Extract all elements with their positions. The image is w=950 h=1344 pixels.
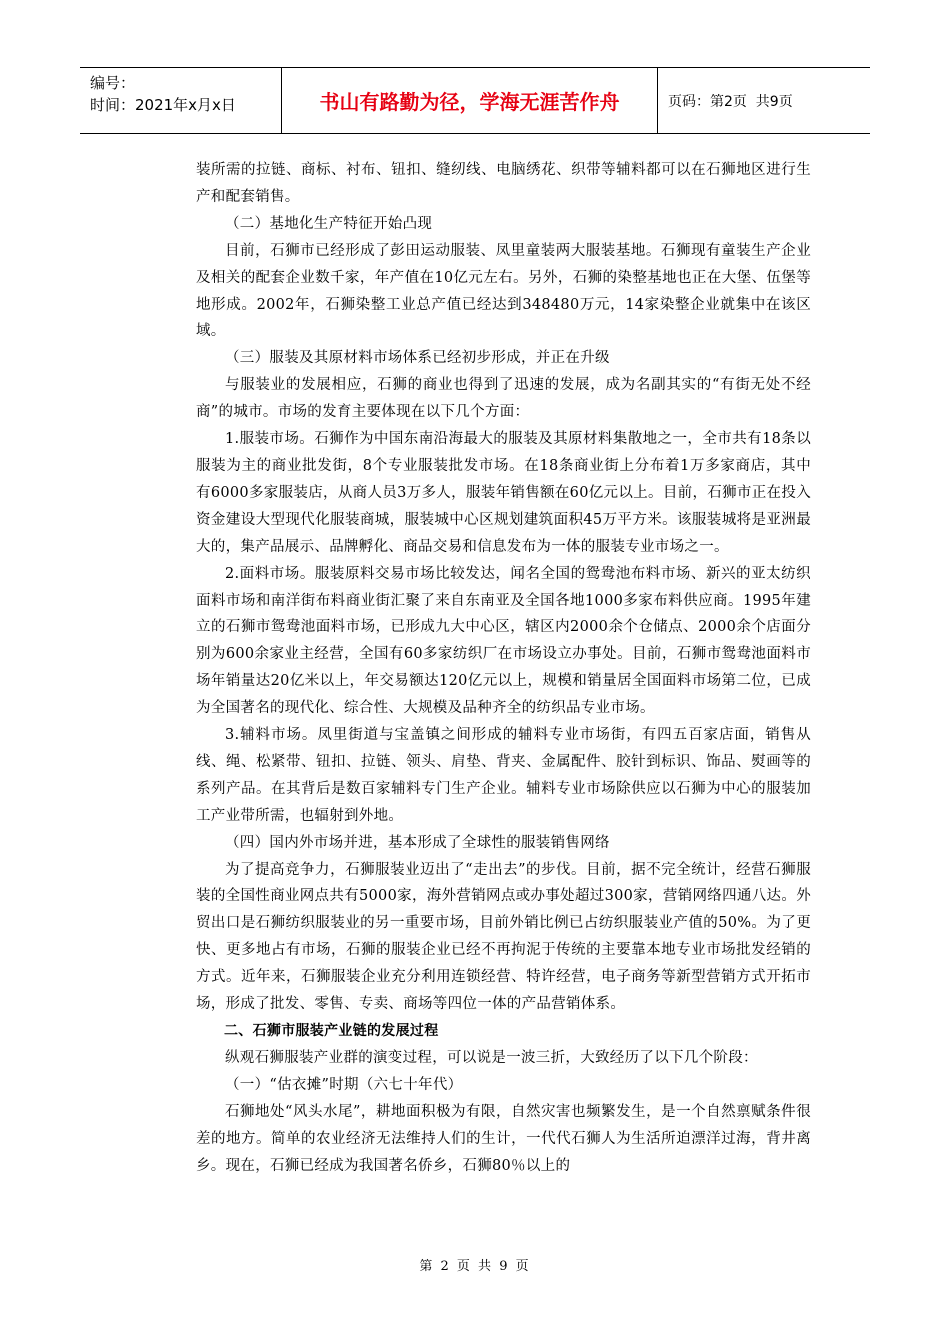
section-subheading: （四）国内外市场并进，基本形成了全球性的服装销售网络 <box>225 834 610 851</box>
document-body <box>196 157 811 1179</box>
page-info-text: 页码：第2页 共9页 <box>668 93 793 110</box>
section-subheading: （二）基地化生产特征开始凸现 <box>225 215 433 232</box>
document-date: 时间：2021年x月x日 <box>90 96 236 114</box>
section-subheading: （一）“估衣摊”时期（六七十年代） <box>225 1076 463 1093</box>
page-header <box>80 67 870 134</box>
header-motto: 书山有路勤为径，学海无涯苦作舟 <box>282 68 658 133</box>
document-number: 编号： <box>90 74 136 92</box>
section-subheading: （三）服装及其原材料市场体系已经初步形成，并正在升级 <box>225 350 610 367</box>
paragraph: 纵观石狮服装产业群的演变过程，可以说是一波三折，大致经历了以下几个阶段： <box>225 1049 758 1066</box>
paragraph: 目前，石狮市已经形成了彭田运动服装、凤里童装两大服装基地。石狮现有童装生产企业及相关的配套企业数千家，年产值在10亿元左右。另外，石狮的染整基地也正在大堡、伍堡等地形成。2002年，石狮染整工业总产值已经达到348480万元，14家染整企业就集中在该区域。 <box>196 242 811 340</box>
paragraph: 与服装业的发展相应，石狮的商业也得到了迅速的发展，成为名副其实的“有街无处不经商”的城市。市场的发育主要体现在以下几个方面： <box>196 377 811 421</box>
paragraph: 2.面料市场。服装原料交易市场比较发达，闻名全国的鸳鸯池布料市场、新兴的亚太纺织面料市场和南洋街布料商业街汇聚了来自东南亚及全国各地1000多家布料供应商。1995年建立的石狮市鸳鸯池面料市场，已形成九大中心区，辖区内2000余个仓储点、2000余个店面分别为600余家业主经营，全国有60多家纺织厂在市场设立办事处。目前，石狮市鸳鸯池面料市场年销量达20亿米以上，年交易额达120亿元以上，规模和销量居全国面料市场第二位，已成为全国著名的现代化、综合性、大规模及品种齐全的纺织品专业市场。 <box>196 565 811 717</box>
header-meta <box>80 68 282 133</box>
paragraph: 1.服装市场。石狮作为中国东南沿海最大的服装及其原材料集散地之一，全市共有18条以服装为主的商业批发街，8个专业服装批发市场。在18条商业街上分布着1万多家商店，其中有6000多家服装店，从商人员3万多人，服装年销售额在60亿元以上。目前，石狮市正在投入资金建设大型现代化服装商城，服装城中心区规划建筑面积45万平方米。该服装城将是亚洲最大的，集产品展示、品牌孵化、商品交易和信息发布为一体的服装专业市场之一。 <box>196 431 811 555</box>
paragraph: 3.辅料市场。凤里街道与宝盖镇之间形成的辅料专业市场街，有四五百家店面，销售从线、绳、松紧带、钮扣、拉链、领头、肩垫、背夹、金属配件、胶针到标识、饰品、熨画等的系列产品。在其背后是数百家辅料专门生产企业。辅料专业市场除供应以石狮为中心的服装加工产业带所需，也辐射到外地。 <box>196 727 811 824</box>
paragraph: 石狮地处“风头水尾”，耕地面积极为有限，自然灾害也频繁发生，是一个自然禀赋条件很差的地方。简单的农业经济无法维持人们的生计，一代代石狮人为生活所迫漂洋过海，背井离乡。现在，石狮已经成为我国著名侨乡，石狮80％以上的 <box>196 1103 811 1174</box>
paragraph: 装所需的拉链、商标、衬布、钮扣、缝纫线、电脑绣花、织带等辅料都可以在石狮地区进行生产和配套销售。 <box>196 162 811 205</box>
header-page-info <box>658 68 870 133</box>
section-heading: 二、石狮市服装产业链的发展过程 <box>224 1023 439 1039</box>
page-footer: 第 2 页 共 9 页 <box>419 1259 531 1274</box>
paragraph: 为了提高竞争力，石狮服装业迈出了“走出去”的步伐。目前，据不完全统计，经营石狮服装的全国性商业网点共有5000家，海外营销网点或办事处超过300家，营销网络四通八达。外贸出口是石狮纺织服装业的另一重要市场，目前外销比例已占纺织服装业产值的50%。为了更快、更多地占有市场，石狮的服装企业已经不再拘泥于传统的主要靠本地专业市场批发经销的方式。近年来，石狮服装企业充分利用连锁经营、特许经营，电子商务等新型营销方式开拓市场，形成了批发、零售、专卖、商场等四位一体的产品营销体系。 <box>196 861 811 1013</box>
